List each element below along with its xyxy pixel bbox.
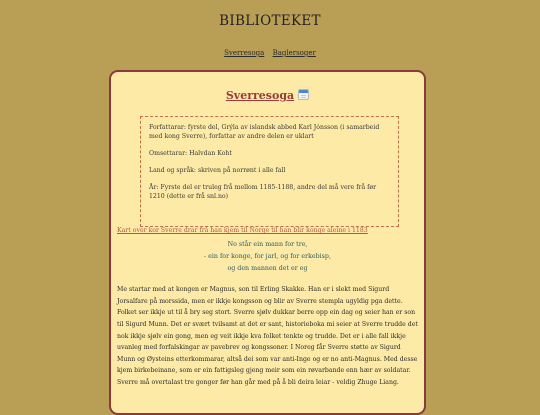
poem-line: og den mannen det er eg [227, 265, 308, 272]
info-box [140, 116, 399, 227]
poem-line: - ein for konge, for jarl, og for erkebisp, [204, 253, 331, 260]
map-link[interactable]: Kart over kor Sverre drar frå han kjem til Norge til han blir konge aleine i 1183 [117, 227, 368, 234]
info-language: Land og språk: skriven på norrønt i alle fall [149, 167, 286, 174]
site-title: BIBLIOTEKET [219, 13, 321, 29]
poem [111, 239, 424, 275]
info-authors: Forfattarar: fyrste del, Grýla av islandsk abbed Karl Jónsson (i samarbeid med kong Sverre), forfattar av andre delen er uklart [149, 124, 380, 140]
calendar-icon [298, 89, 309, 100]
info-translators: Omsettarar: Halvdan Koht [149, 150, 232, 157]
saga-title [111, 89, 424, 102]
body-text: Me startar med at kongen er Magnus, son til Erling Skakke. Han er i slekt med Sigurd Jorsalfare på morssida, men er ikkje kongsson og blir av Sverre stempla ugyldig pga dette. Folket ser ikkje ut til å bry seg stort. Sverre sjølv dukkar berre opp ein dag og seier han er son til Sigurd Munn. Det er svært tvilsamt at det er sant, historieboka mi seier at Sverre trudde det nok ikkje sjølv ein gong, men eg veit ikkje kva folket tenkte og trudde. Det er i alle fall ikkje uvanleg med forfalskingar av pavebrev og kongssoner. I Noreg får Sverre støtte av Sigurd Munn og Øysteins etterkommarar, altså dei som var anti-Inge og er no anti-Magnus. Med desse kjem birkebeinane, som er ein fattigsleg gjeng meir som ein røvarbande enn hær av soldatar. Sverre må overtalast tre gonger før han går med på å bli deira leiar - veldig Zhuge Liang. [117, 286, 418, 386]
poem-line: No står ein mann for tre, [227, 241, 308, 248]
saga-title-text: Sverresoga [225, 89, 295, 102]
top-nav [0, 49, 540, 57]
saga-panel [109, 70, 426, 415]
info-year: År: Fyrste del er truleg frå mellom 1185-1188, andre del må vere frå før 1210 (dette er frå snl.no) [149, 184, 377, 200]
nav-link-sverresoga[interactable]: Sverresoga [224, 49, 265, 57]
nav-link-baglersoger[interactable]: Baglersoger [272, 49, 316, 57]
